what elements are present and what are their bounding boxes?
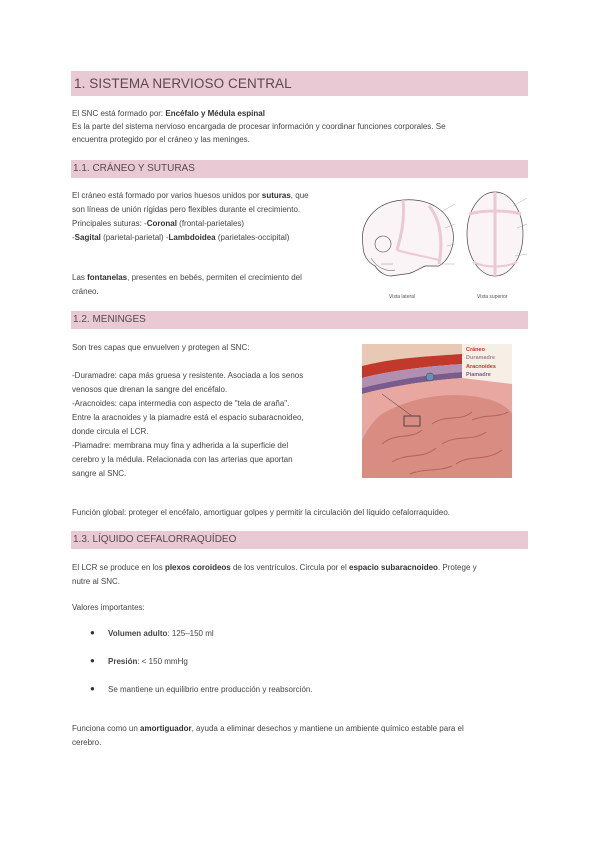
section-title-snc: 1. SISTEMA NERVIOSO CENTRAL [71,71,528,96]
label-duramadre: Duramadre [466,355,496,361]
paragraph-line: El cráneo está formado por varios huesos unidos por suturas, que [72,191,309,200]
paragraph-line: cráneo. [72,287,99,296]
list-item: Se mantiene un equilibrio entre producción y reabsorción. [108,685,313,694]
paragraph-line: Principales suturas: -Coronal (frontal-parietales) [72,219,245,228]
list-item: Presión: < 150 mmHg [108,657,188,666]
paragraph-line: cerebro y la médula. Relacionada con las arterias que aportan [72,455,293,464]
label-craneo: Cráneo [466,347,485,353]
paragraph-line: Son tres capas que envuelven y protegen al SNC: [72,343,250,352]
paragraph-line: cerebro. [72,738,102,747]
paragraph-line: El LCR se produce en los plexos coroideos de los ventrículos. Circula por el espacio subaracnoideo. Protege y [72,563,477,572]
paragraph-line: Entre la aracnoides y la piamadre está el espacio subaracnoideo, [72,413,304,422]
paragraph-line: El SNC está formado por: Encéfalo y Médula espinal [72,109,265,118]
section-title-meninges: 1.2. MENINGES [71,311,528,329]
section-title-craneo: 1.1. CRÁNEO Y SUTURAS [71,160,528,178]
paragraph-line: Valores importantes: [72,603,145,612]
paragraph-line: -Aracnoides: capa intermedia con aspecto de "tela de araña". [72,399,290,408]
skull-illustration [345,184,545,304]
figure-caption-lateral: Vista lateral [389,294,416,300]
list-item: Volumen adulto: 125–150 ml [108,629,214,638]
bullet-dot: ● [90,656,95,665]
skull-sutures-figure [345,184,545,304]
section-title-lcr: 1.3. LÍQUIDO CEFALORRAQUÍDEO [71,531,528,549]
paragraph-line: Funciona como un amortiguador, ayuda a eliminar desechos y mantiene un ambiente químico estable para el [72,724,464,733]
meninges-figure [362,344,512,478]
paragraph-line: nutre al SNC. [72,577,121,586]
paragraph-line: encuentra protegido por el cráneo y las meninges. [72,135,250,144]
paragraph-line: Función global: proteger el encéfalo, amortiguar golpes y permitir la circulación del líquido cefalorraquídeo. [72,508,450,517]
label-aracnoides: Aracnoides [466,364,496,370]
bullet-dot: ● [90,628,95,637]
paragraph-line: Las fontanelas, presentes en bebés, permiten el crecimiento del [72,273,302,282]
paragraph-line: Es la parte del sistema nervioso encargada de procesar información y coordinar funciones corporales. Se [72,122,446,131]
bullet-dot: ● [90,684,95,693]
label-piamadre: Piamadre [466,372,491,378]
paragraph-line: -Piamadre: membrana muy fina y adherida a la superficie del [72,441,289,450]
figure-caption-superior: Vista superior [477,294,508,300]
paragraph-line: donde circula el LCR. [72,427,149,436]
paragraph-line: -Duramadre: capa más gruesa y resistente. Asociada a los senos [72,371,304,380]
paragraph-line: venosos que drenan la sangre del encéfalo. [72,385,228,394]
paragraph-line: -Sagital (parietal-parietal) -Lambdoidea (parietales-occipital) [72,233,290,242]
paragraph-line: son líneas de unión rígidas pero flexibles durante el crecimiento. [72,205,301,214]
paragraph-line: sangre al SNC. [72,469,127,478]
